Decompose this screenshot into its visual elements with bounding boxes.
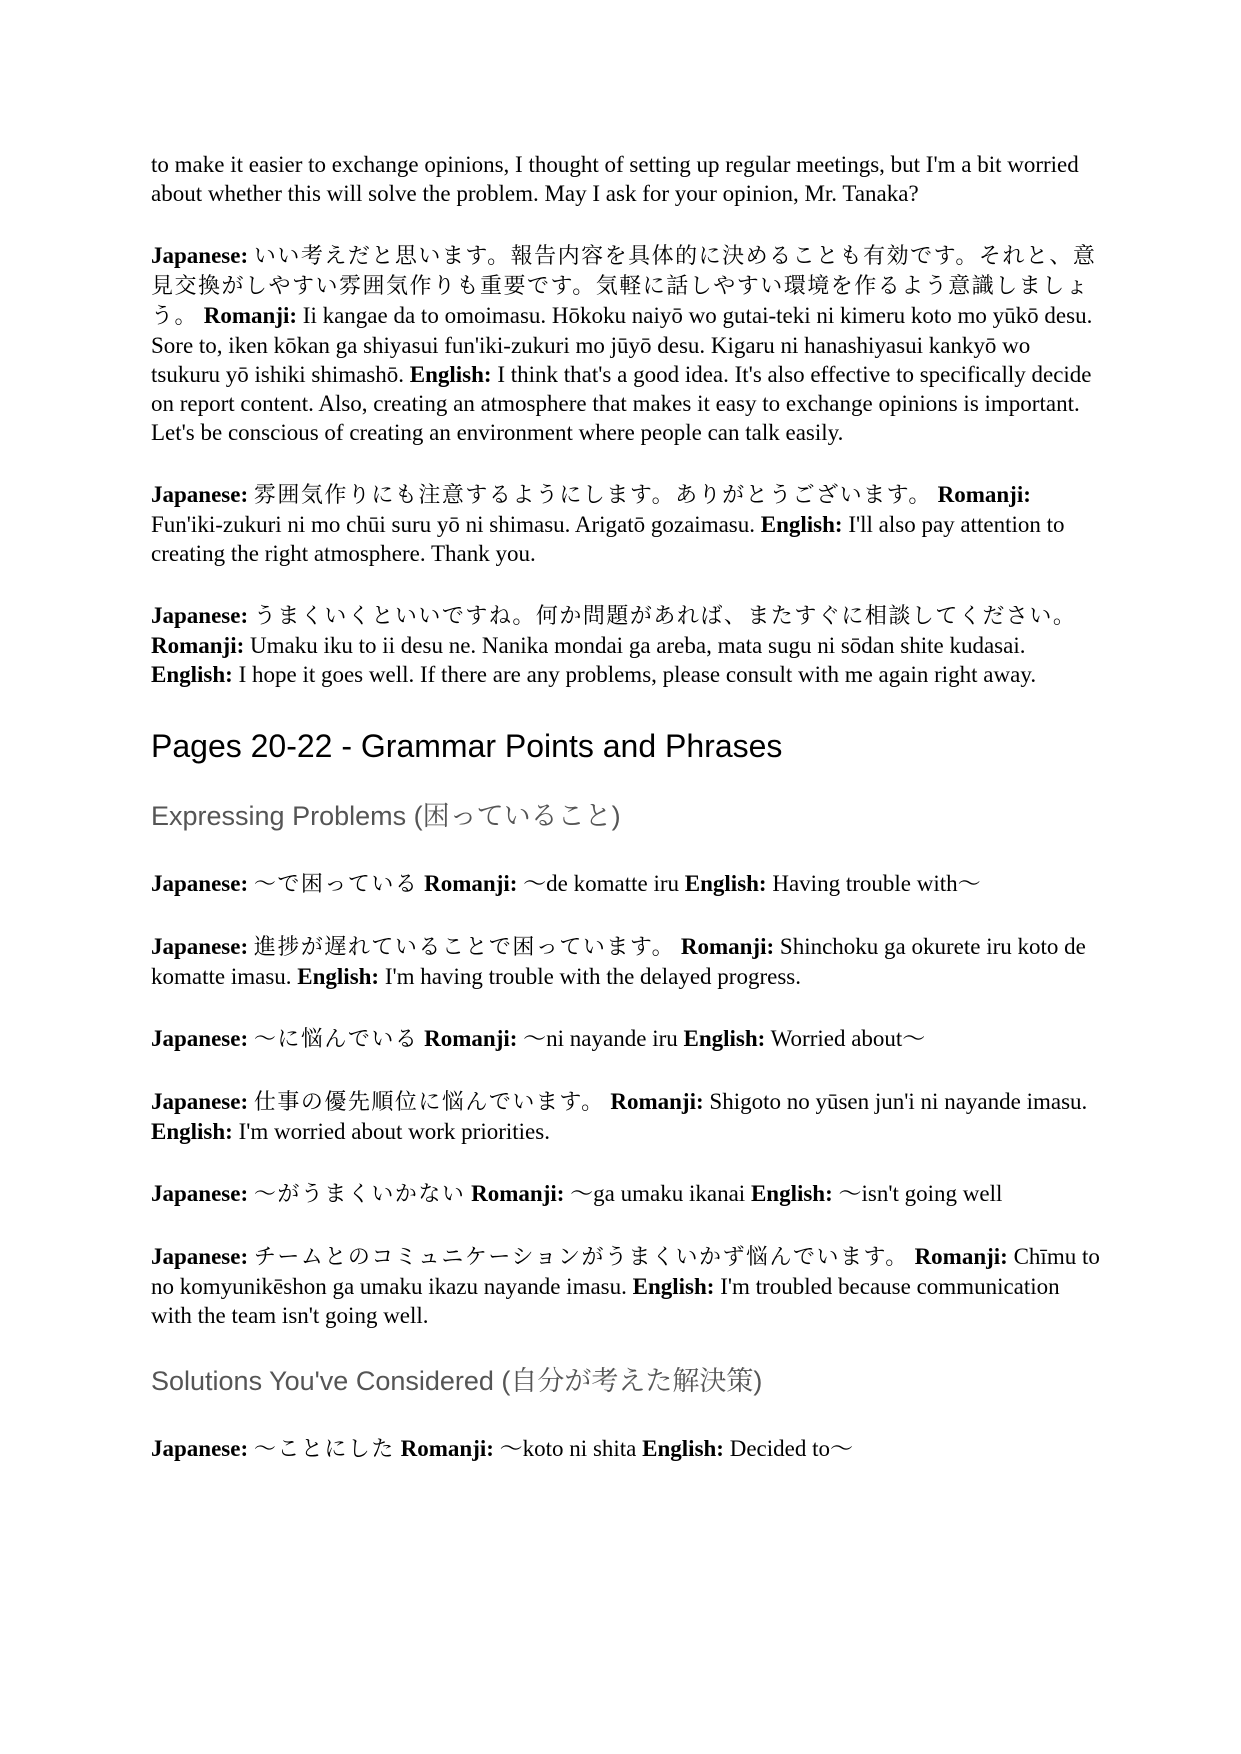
english-text: Worried about〜 [770, 1026, 926, 1051]
romanji-label: Romanji: [400, 1436, 494, 1461]
romanji-text: Fun'iki-zukuri ni mo chūi suru yō ni shimasu. Arigatō gozaimasu. [151, 512, 755, 537]
english-label: English: [151, 1119, 233, 1144]
romanji-text: 〜ni nayande iru [523, 1026, 678, 1051]
romanji-text: Umaku iku to ii desu ne. Nanika mondai ga areba, mata sugu ni sōdan shite kudasai. [250, 633, 1026, 658]
romanji-text: Shinchoku ga okurete iru koto de komatte imasu. [151, 934, 1086, 989]
english-label: English: [760, 512, 843, 537]
romanji-label: Romanji: [914, 1244, 1008, 1269]
japanese-label: Japanese: [151, 603, 249, 628]
example-entry [151, 932, 1101, 991]
japanese-text: 〜がうまくいかない [253, 1182, 466, 1207]
english-label: English: [684, 871, 767, 896]
english-text: I'm troubled because communication with the team isn't going well. [151, 1274, 1060, 1328]
section-heading: Pages 20-22 - Grammar Points and Phrases [151, 728, 783, 764]
document-page [151, 150, 1101, 1464]
dialogue-entry [151, 601, 1101, 689]
romanji-text: 〜ga umaku ikanai [570, 1181, 746, 1206]
subsection-heading: Solutions You've Considered (自分が考えた解決策) [151, 1366, 763, 1396]
example-entry [151, 1087, 1101, 1146]
japanese-label: Japanese: [151, 871, 249, 896]
grammar-entry [151, 1179, 1101, 1209]
romanji-label: Romanji: [680, 934, 775, 959]
japanese-label: Japanese: [151, 1089, 249, 1114]
romanji-text: 〜de komatte iru [523, 871, 680, 896]
grammar-entry [151, 1434, 1101, 1464]
subsection-heading: Expressing Problems (困っていること) [151, 801, 621, 831]
japanese-text: 〜ことにした [253, 1437, 395, 1462]
japanese-text: 雰囲気作りにも注意するようにします。ありがとうございます。 [253, 483, 932, 508]
japanese-label: Japanese: [151, 934, 249, 959]
romanji-label: Romanji: [203, 303, 298, 328]
english-label: English: [632, 1274, 715, 1299]
japanese-text: チームとのコミュニケーションがうまくいかず悩んでいます。 [253, 1245, 909, 1270]
romanji-text: Chīmu to no komyunikēshon ga umaku ikazu nayande imasu. [151, 1244, 1100, 1299]
japanese-text: 〜で困っている [253, 872, 419, 897]
english-label: English: [151, 662, 233, 687]
english-label: English: [750, 1181, 833, 1206]
romanji-text: Shigoto no yūsen jun'i ni nayande imasu. [709, 1089, 1088, 1114]
english-text: I hope it goes well. If there are any problems, please consult with me again right away. [238, 662, 1037, 687]
english-label: English: [297, 964, 380, 989]
english-text: I'm having trouble with the delayed progress. [384, 964, 801, 989]
japanese-label: Japanese: [151, 482, 249, 507]
japanese-text: 仕事の優先順位に悩んでいます。 [253, 1090, 605, 1115]
romanji-label: Romanji: [610, 1089, 704, 1114]
romanji-label: Romanji: [151, 633, 245, 658]
japanese-label: Japanese: [151, 1436, 249, 1461]
romanji-label: Romanji: [424, 1026, 518, 1051]
example-entry [151, 1242, 1101, 1330]
english-label: English: [409, 362, 492, 387]
romanji-label: Romanji: [471, 1181, 565, 1206]
english-text: I'm worried about work priorities. [238, 1119, 550, 1144]
english-text: 〜isn't going well [838, 1181, 1003, 1206]
japanese-label: Japanese: [151, 243, 249, 268]
intro-paragraph: to make it easier to exchange opinions, I thought of setting up regular meetings, but I'm a bit worried about whether this will solve the problem. May I ask for your opinion, Mr. Tanaka? [151, 152, 1079, 206]
grammar-entry [151, 1024, 1101, 1054]
english-text: Decided to〜 [729, 1436, 853, 1461]
japanese-label: Japanese: [151, 1244, 249, 1269]
romanji-text: Ii kangae da to omoimasu. Hōkoku naiyō wo gutai-teki ni kimeru koto mo yūkō desu. Sore to, iken kōkan ga shiyasui fun'iki-zukuri mo jūyō desu. Kigaru ni hanashiyasui kankyō wo tsukuru yō ishiki shimashō. [151, 303, 1093, 387]
english-label: English: [683, 1026, 766, 1051]
english-text: Having trouble with〜 [772, 871, 981, 896]
japanese-text: 〜に悩んでいる [253, 1027, 419, 1052]
romanji-label: Romanji: [937, 482, 1031, 507]
romanji-text: 〜koto ni shita [499, 1436, 637, 1461]
dialogue-entry [151, 480, 1101, 568]
romanji-label: Romanji: [424, 871, 518, 896]
japanese-text: いい考えだと思います。報告内容を具体的に決めることも有効です。それと、意見交換がしやすい雰囲気作りも重要です。気軽に話しやすい環境を作るよう意識しましょう。 [151, 244, 1097, 329]
japanese-text: 進捗が遅れていることで困っています。 [253, 935, 676, 960]
dialogue-entry [151, 241, 1101, 447]
japanese-text: うまくいくといいですね。何か問題があれば、またすぐに相談してください。 [253, 604, 1077, 629]
japanese-label: Japanese: [151, 1026, 249, 1051]
grammar-entry [151, 869, 1101, 899]
english-label: English: [642, 1436, 724, 1461]
english-text: I think that's a good idea. It's also effective to specifically decide on report content. Also, creating an atmosphere that makes it easy to exchange opinions is important. Let's be conscious of creating an environment where people can talk easily. [151, 362, 1092, 445]
english-text: I'll also pay attention to creating the right atmosphere. Thank you. [151, 512, 1065, 566]
japanese-label: Japanese: [151, 1181, 249, 1206]
